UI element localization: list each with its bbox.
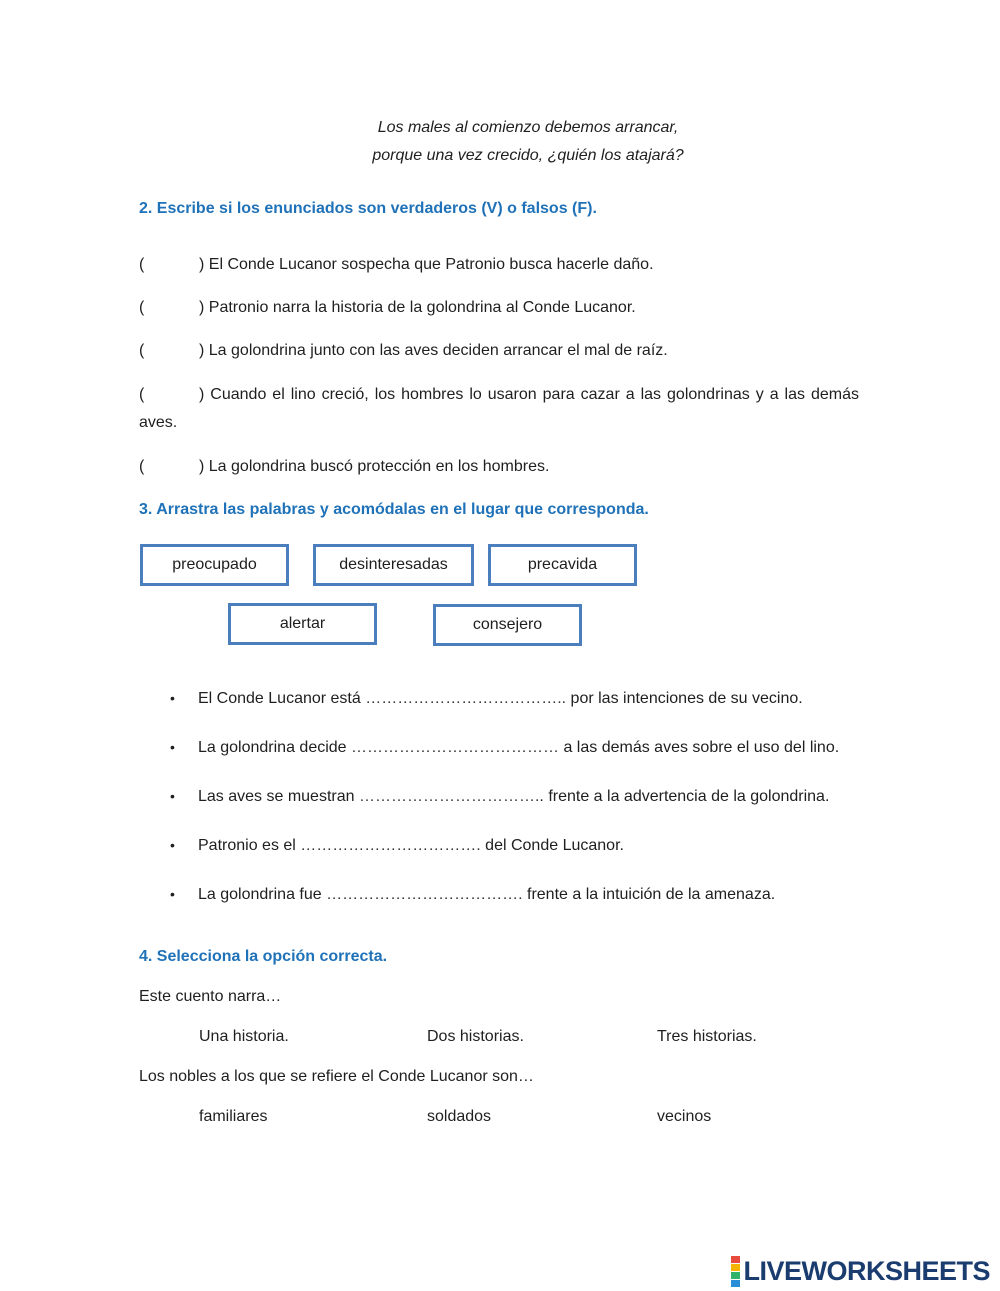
logo-block-e [731,1280,740,1287]
section-2-heading: 2. Escribe si los enunciados son verdaderos (V) o falsos (F). [139,200,597,217]
fill-sentence-4: • Patronio es el ……………………………. del Conde Lucanor. [170,834,870,857]
section-3-heading: 3. Arrastra las palabras y acomódalas en el lugar que corresponda. [139,501,649,518]
q1-option-1[interactable]: Una historia. [199,1028,289,1045]
bullet-icon: • [170,886,175,902]
drop-blank-4[interactable]: ……………………………. [300,837,481,854]
question-2-prompt: Los nobles a los que se refiere el Conde Lucanor son… [139,1068,534,1085]
fill-sentence-5: • La golondrina fue ………………………………. frente a la intuición de la amenaza. [170,883,870,906]
fill-sentence-3: • Las aves se muestran …………………………….. frente a la advertencia de la golondrina. [170,785,870,808]
word-tile-precavida[interactable]: precavida [488,544,637,586]
tf-answer-slot-4[interactable]: ( [139,386,145,403]
logo-text: LIVEWORKSHEETS [743,1256,990,1286]
tf-item-3 [139,337,859,365]
tf-item-2 [139,294,859,322]
fill-sentence-2: • La golondrina decide ………………………………… a las demás aves sobre el uso del lino. [170,736,870,759]
section-4-heading: 4. Selecciona la opción correcta. [139,948,388,965]
word-tile-consejero[interactable]: consejero [433,604,582,646]
tf-item-1 [139,251,859,279]
q1-option-3[interactable]: Tres historias. [657,1028,757,1045]
logo-mark-icon [731,1256,740,1287]
quote [0,114,1000,170]
quote-line-2: porque una vez crecido, ¿quién los atajará? [372,147,684,164]
fill-sentence-1: • El Conde Lucanor está ……………………………….. por las intenciones de su vecino. [170,687,870,710]
logo-block-v [731,1272,740,1279]
tf-answer-slot-1[interactable]: ( [139,256,145,273]
bullet-icon: • [170,788,175,804]
word-tile-alertar[interactable]: alertar [228,603,377,645]
tf-answer-slot-3[interactable]: ( [139,342,145,359]
q2-option-2[interactable]: soldados [427,1108,492,1125]
question-1-prompt: Este cuento narra… [139,988,282,1005]
liveworksheets-logo [731,1256,990,1287]
word-tile-desinteresadas[interactable]: desinteresadas [313,544,474,586]
word-tile-preocupado[interactable]: preocupado [140,544,289,586]
drop-blank-3[interactable]: ……………………………. [358,788,540,805]
bullet-icon: • [170,739,175,755]
tf-statement-2: ) Patronio narra la historia de la golondrina al Conde Lucanor. [199,299,636,316]
tf-answer-slot-2[interactable]: ( [139,299,145,316]
bullet-icon: • [170,690,175,706]
q2-option-3[interactable]: vecinos [657,1108,712,1125]
tf-item-4 [139,381,859,437]
tf-answer-slot-5[interactable]: ( [139,458,145,475]
logo-block-l [731,1256,740,1263]
logo-block-i [731,1264,740,1271]
drop-blank-2[interactable]: ………………………………… [351,739,560,756]
q2-option-1[interactable]: familiares [199,1108,268,1125]
tf-statement-5: ) La golondrina buscó protección en los hombres. [199,458,550,475]
drop-blank-1[interactable]: ……………………………….. [365,690,567,707]
drop-blank-5[interactable]: ………………………………. [326,886,523,903]
tf-item-5 [139,453,859,481]
bullet-icon: • [170,837,175,853]
quote-line-1: Los males al comienzo debemos arrancar, [377,119,679,136]
tf-statement-4: ) Cuando el lino creció, los hombres lo usaron para cazar a las golondrinas y a las demás aves. [139,386,859,431]
tf-statement-1: ) El Conde Lucanor sospecha que Patronio busca hacerle daño. [199,256,654,273]
q1-option-2[interactable]: Dos historias. [427,1028,524,1045]
tf-statement-3: ) La golondrina junto con las aves deciden arrancar el mal de raíz. [199,342,668,359]
